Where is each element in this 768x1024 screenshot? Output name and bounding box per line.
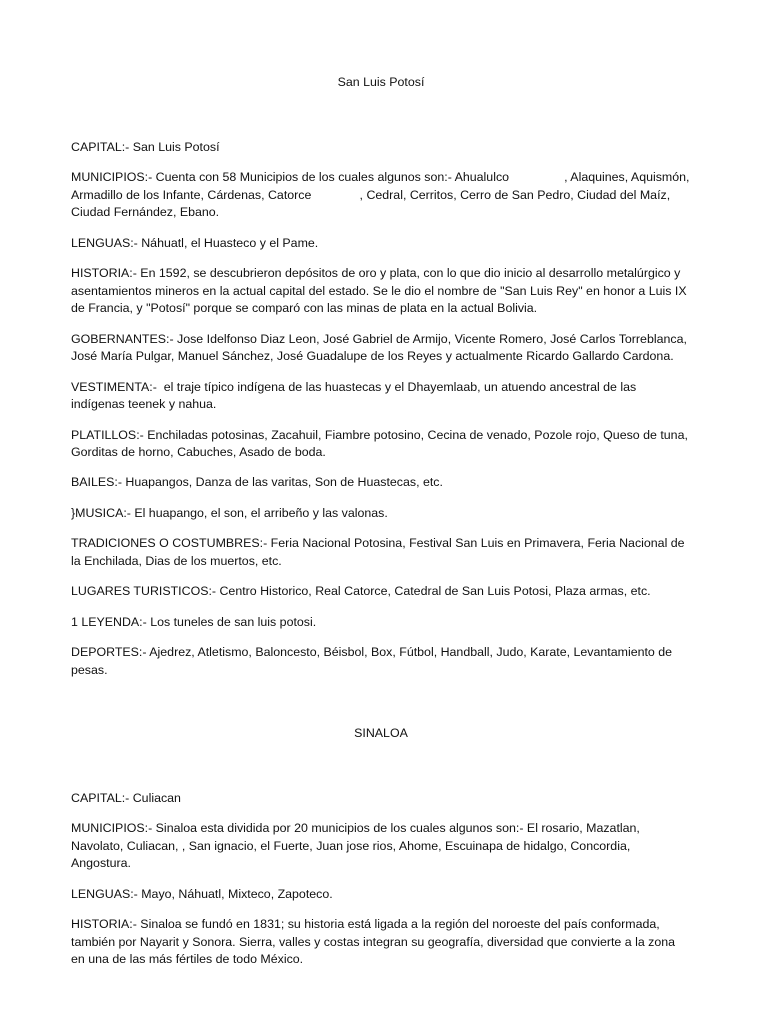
slp-vestimenta: VESTIMENTA:- el traje típico indígena de las huastecas y el Dhayemlaab, un atuendo ancestral de las indígenas teenek y nahua. [71, 379, 640, 412]
section-title-san-luis-potosi: San Luis Potosí [337, 75, 425, 89]
slp-lenguas: LENGUAS:- Náhuatl, el Huasteco y el Pame. [71, 235, 319, 250]
slp-musica: }MUSICA:- El huapango, el son, el arribeño y las valonas. [71, 505, 388, 520]
slp-deportes: DEPORTES:- Ajedrez, Atletismo, Baloncesto, Béisbol, Box, Fútbol, Handball, Judo, Karate, Levantamiento de pesas. [71, 645, 676, 677]
slp-tradiciones: TRADICIONES O COSTUMBRES:- Feria Nacional Potosina, Festival San Luis en Primavera, Feria Nacional de la Enchilada, Dias de los muertos, etc. [71, 536, 689, 568]
slp-lugares-turisticos: LUGARES TURISTICOS:- Centro Historico, Real Catorce, Catedral de San Luis Potosi, Plaza armas, etc. [71, 584, 651, 599]
slp-leyenda: 1 LEYENDA:- Los tuneles de san luis potosi. [71, 614, 317, 629]
slp-bailes: BAILES:- Huapangos, Danza de las varitas, Son de Huastecas, etc. [71, 475, 443, 490]
document-body [71, 74, 691, 982]
sinaloa-capital: CAPITAL:- Culiacan [71, 790, 181, 805]
sinaloa-historia: HISTORIA:- Sinaloa se fundó en 1831; su historia está ligada a la región del noroeste del país conformada, también por Nayarit y Sonora. Sierra, valles y costas integran su geografía, diversidad que convierte a la zona en una de las más fértiles de todo México. [71, 917, 679, 967]
slp-capital: CAPITAL:- San Luis Potosí [71, 139, 220, 154]
sinaloa-lenguas: LENGUAS:- Mayo, Náhuatl, Mixteco, Zapoteco. [71, 886, 333, 901]
slp-gobernantes: GOBERNANTES:- Jose Idelfonso Diaz Leon, José Gabriel de Armijo, Vicente Romero, José Carlos Torreblanca, José María Pulgar, Manuel Sánchez, José Guadalupe de los Reyes y actualmente Ricardo Gallardo Cardona. [71, 331, 691, 364]
slp-municipios: MUNICIPIOS:- Cuenta con 58 Municipios de los cuales algunos son:- Ahualulco , Alaquines, Aquismón, Armadillo de los Infante, Cárdenas, Catorce , Cedral, Cerritos, Cerro de San Pedro, Ciudad del Maíz, Ciudad Fernández, Ebano. [71, 169, 693, 220]
slp-platillos: PLATILLOS:- Enchiladas potosinas, Zacahuil, Fiambre potosino, Cecina de venado, Pozole rojo, Queso de tuna, Gorditas de horno, Cabuches, Asado de boda. [71, 427, 692, 460]
section-title-sinaloa: SINALOA [354, 726, 408, 741]
sinaloa-municipios: MUNICIPIOS:- Sinaloa esta dividida por 20 municipios de los cuales algunos son:- El rosario, Mazatlan, Navolato, Culiacan, , San ignacio, el Fuerte, Juan jose rios, Ahome, Escuinapa de hidalgo, Concordia, Angostura. [71, 821, 644, 871]
slp-historia: HISTORIA:- En 1592, se descubrieron depósitos de oro y plata, con lo que dio inicio al desarrollo metalúrgico y asentamientos mineros en la actual capital del estado. Se le dio el nombre de "San Luis Rey" en honor a Luis IX de Francia, y "Potosí" porque se comparó con las minas de plata en la actual Bolivia. [71, 265, 691, 316]
